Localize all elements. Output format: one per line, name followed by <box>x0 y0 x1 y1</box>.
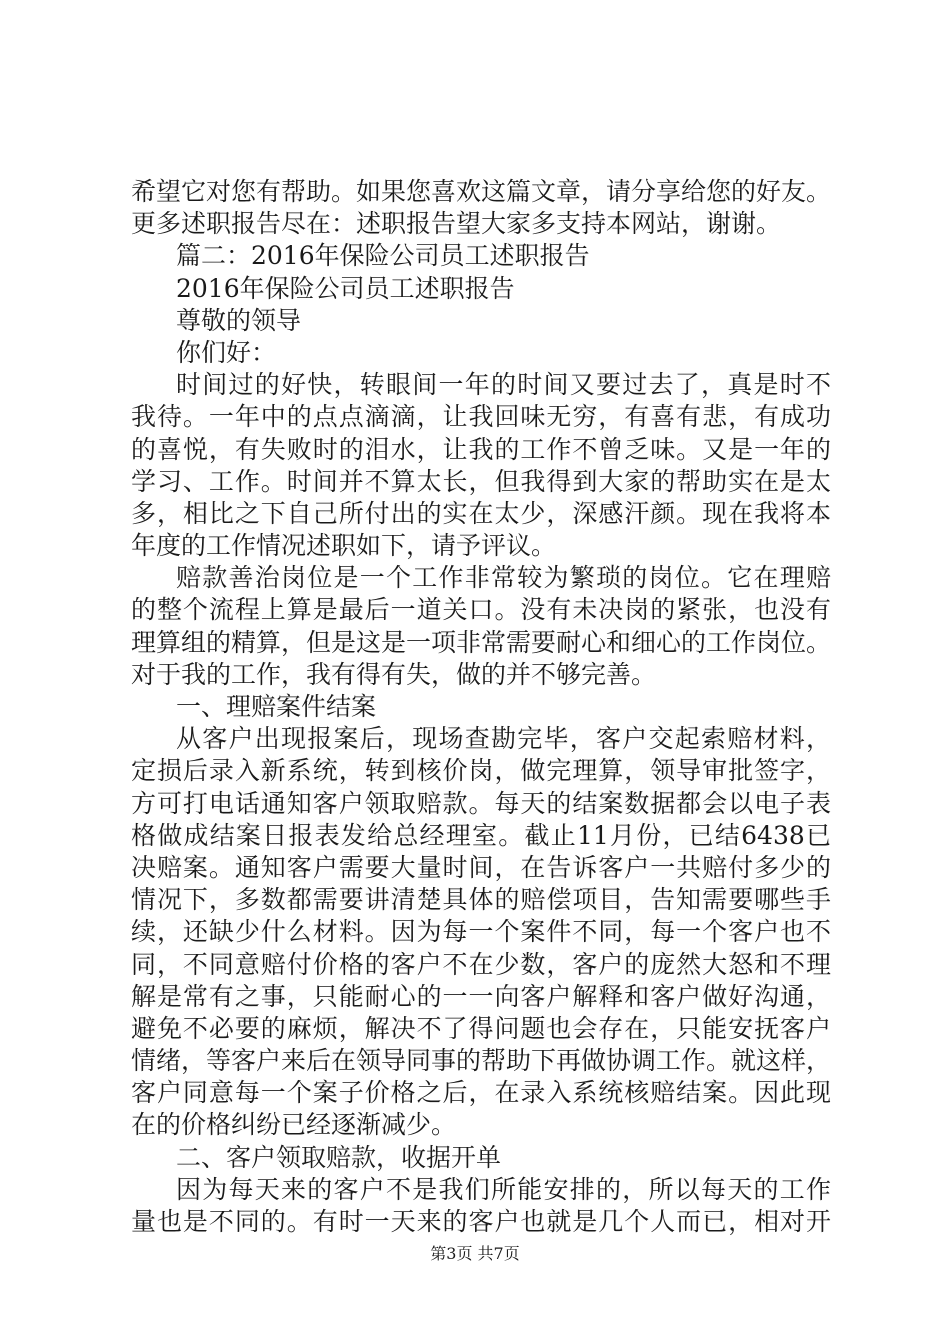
text-line: 你们好： <box>176 337 277 367</box>
text-line: 情绪，等客户来后在领导同事的帮助下再做协调工作。就这样， <box>131 1046 831 1076</box>
text-line: 量也是不同的。有时一天来的客户也就是几个人而已，相对开 <box>131 1207 831 1236</box>
text-line: 赔款善治岗位是一个工作非常较为繁琐的岗位。它在理赔 <box>176 563 831 593</box>
text-line: 2016年保险公司员工述职报告 <box>176 273 515 303</box>
text-line: 的整个流程上算是最后一道关口。没有未决岗的紧张，也没有 <box>131 595 831 625</box>
text-line: 更多述职报告尽在：述职报告望大家多支持本网站，谢谢。 <box>131 209 782 239</box>
text-line: 格做成结案日报表发给总经理室。截止11月份，已结6438已 <box>131 820 831 850</box>
text-line: 理算组的精算，但是这是一项非常需要耐心和细心的工作岗位。 <box>131 627 831 657</box>
text-line: 在的价格纠纷已经逐渐减少。 <box>131 1110 457 1140</box>
text-line: 情况下，多数都需要讲清楚具体的赔偿项目，告知需要哪些手 <box>131 885 831 915</box>
text-line: 我待。一年中的点点滴滴，让我回味无穷，有喜有悲，有成功 <box>131 402 831 432</box>
text-line: 定损后录入新系统，转到核价岗，做完理算，领导审批签字， <box>131 756 831 786</box>
text-line: 方可打电话通知客户领取赔款。每天的结案数据都会以电子表 <box>131 788 831 818</box>
text-line: 多，相比之下自己所付出的实在太少，深感汗颜。现在我将本 <box>131 498 831 528</box>
text-line: 避免不必要的麻烦，解决不了得问题也会存在，只能安抚客户 <box>131 1013 831 1043</box>
text-line: 篇二：2016年保险公司员工述职报告 <box>176 241 590 271</box>
text-line: 解是常有之事，只能耐心的一一向客户解释和客户做好沟通， <box>131 981 831 1011</box>
text-line: 尊敬的领导 <box>176 305 302 335</box>
text-line: 希望它对您有帮助。如果您喜欢这篇文章，请分享给您的好友。 <box>131 177 831 206</box>
text-line: 二、客户领取赔款，收据开单 <box>176 1142 502 1172</box>
text-line: 的喜悦，有失败时的泪水，让我的工作不曾乏味。又是一年的 <box>131 434 831 464</box>
text-line: 年度的工作情况述职如下，请予评议。 <box>131 531 557 561</box>
text-line: 对于我的工作，我有得有失，做的并不够完善。 <box>131 659 657 689</box>
text-line: 一、理赔案件结案 <box>176 692 377 721</box>
text-line: 时间过的好快，转眼间一年的时间又要过去了，真是时不 <box>176 370 831 400</box>
text-line: 同，不同意赔付价格的客户不在少数，客户的庞然大怒和不理 <box>131 949 831 979</box>
text-line: 决赔案。通知客户需要大量时间，在告诉客户一共赔付多少的 <box>131 852 831 882</box>
text-line: 因为每天来的客户不是我们所能安排的，所以每天的工作 <box>176 1174 831 1204</box>
text-line: 客户同意每一个案子价格之后，在录入系统核赔结案。因此现 <box>131 1078 831 1108</box>
text-line: 从客户出现报案后，现场查勘完毕，客户交起索赔材料， <box>176 724 831 754</box>
document-body <box>131 176 831 1238</box>
text-line: 续，还缺少什么材料。因为每一个案件不同，每一个客户也不 <box>131 917 831 947</box>
page-footer: 第3页 共7页 <box>430 1244 520 1263</box>
text-line: 学习、工作。时间并不算太长，但我得到大家的帮助实在是太 <box>131 466 831 496</box>
